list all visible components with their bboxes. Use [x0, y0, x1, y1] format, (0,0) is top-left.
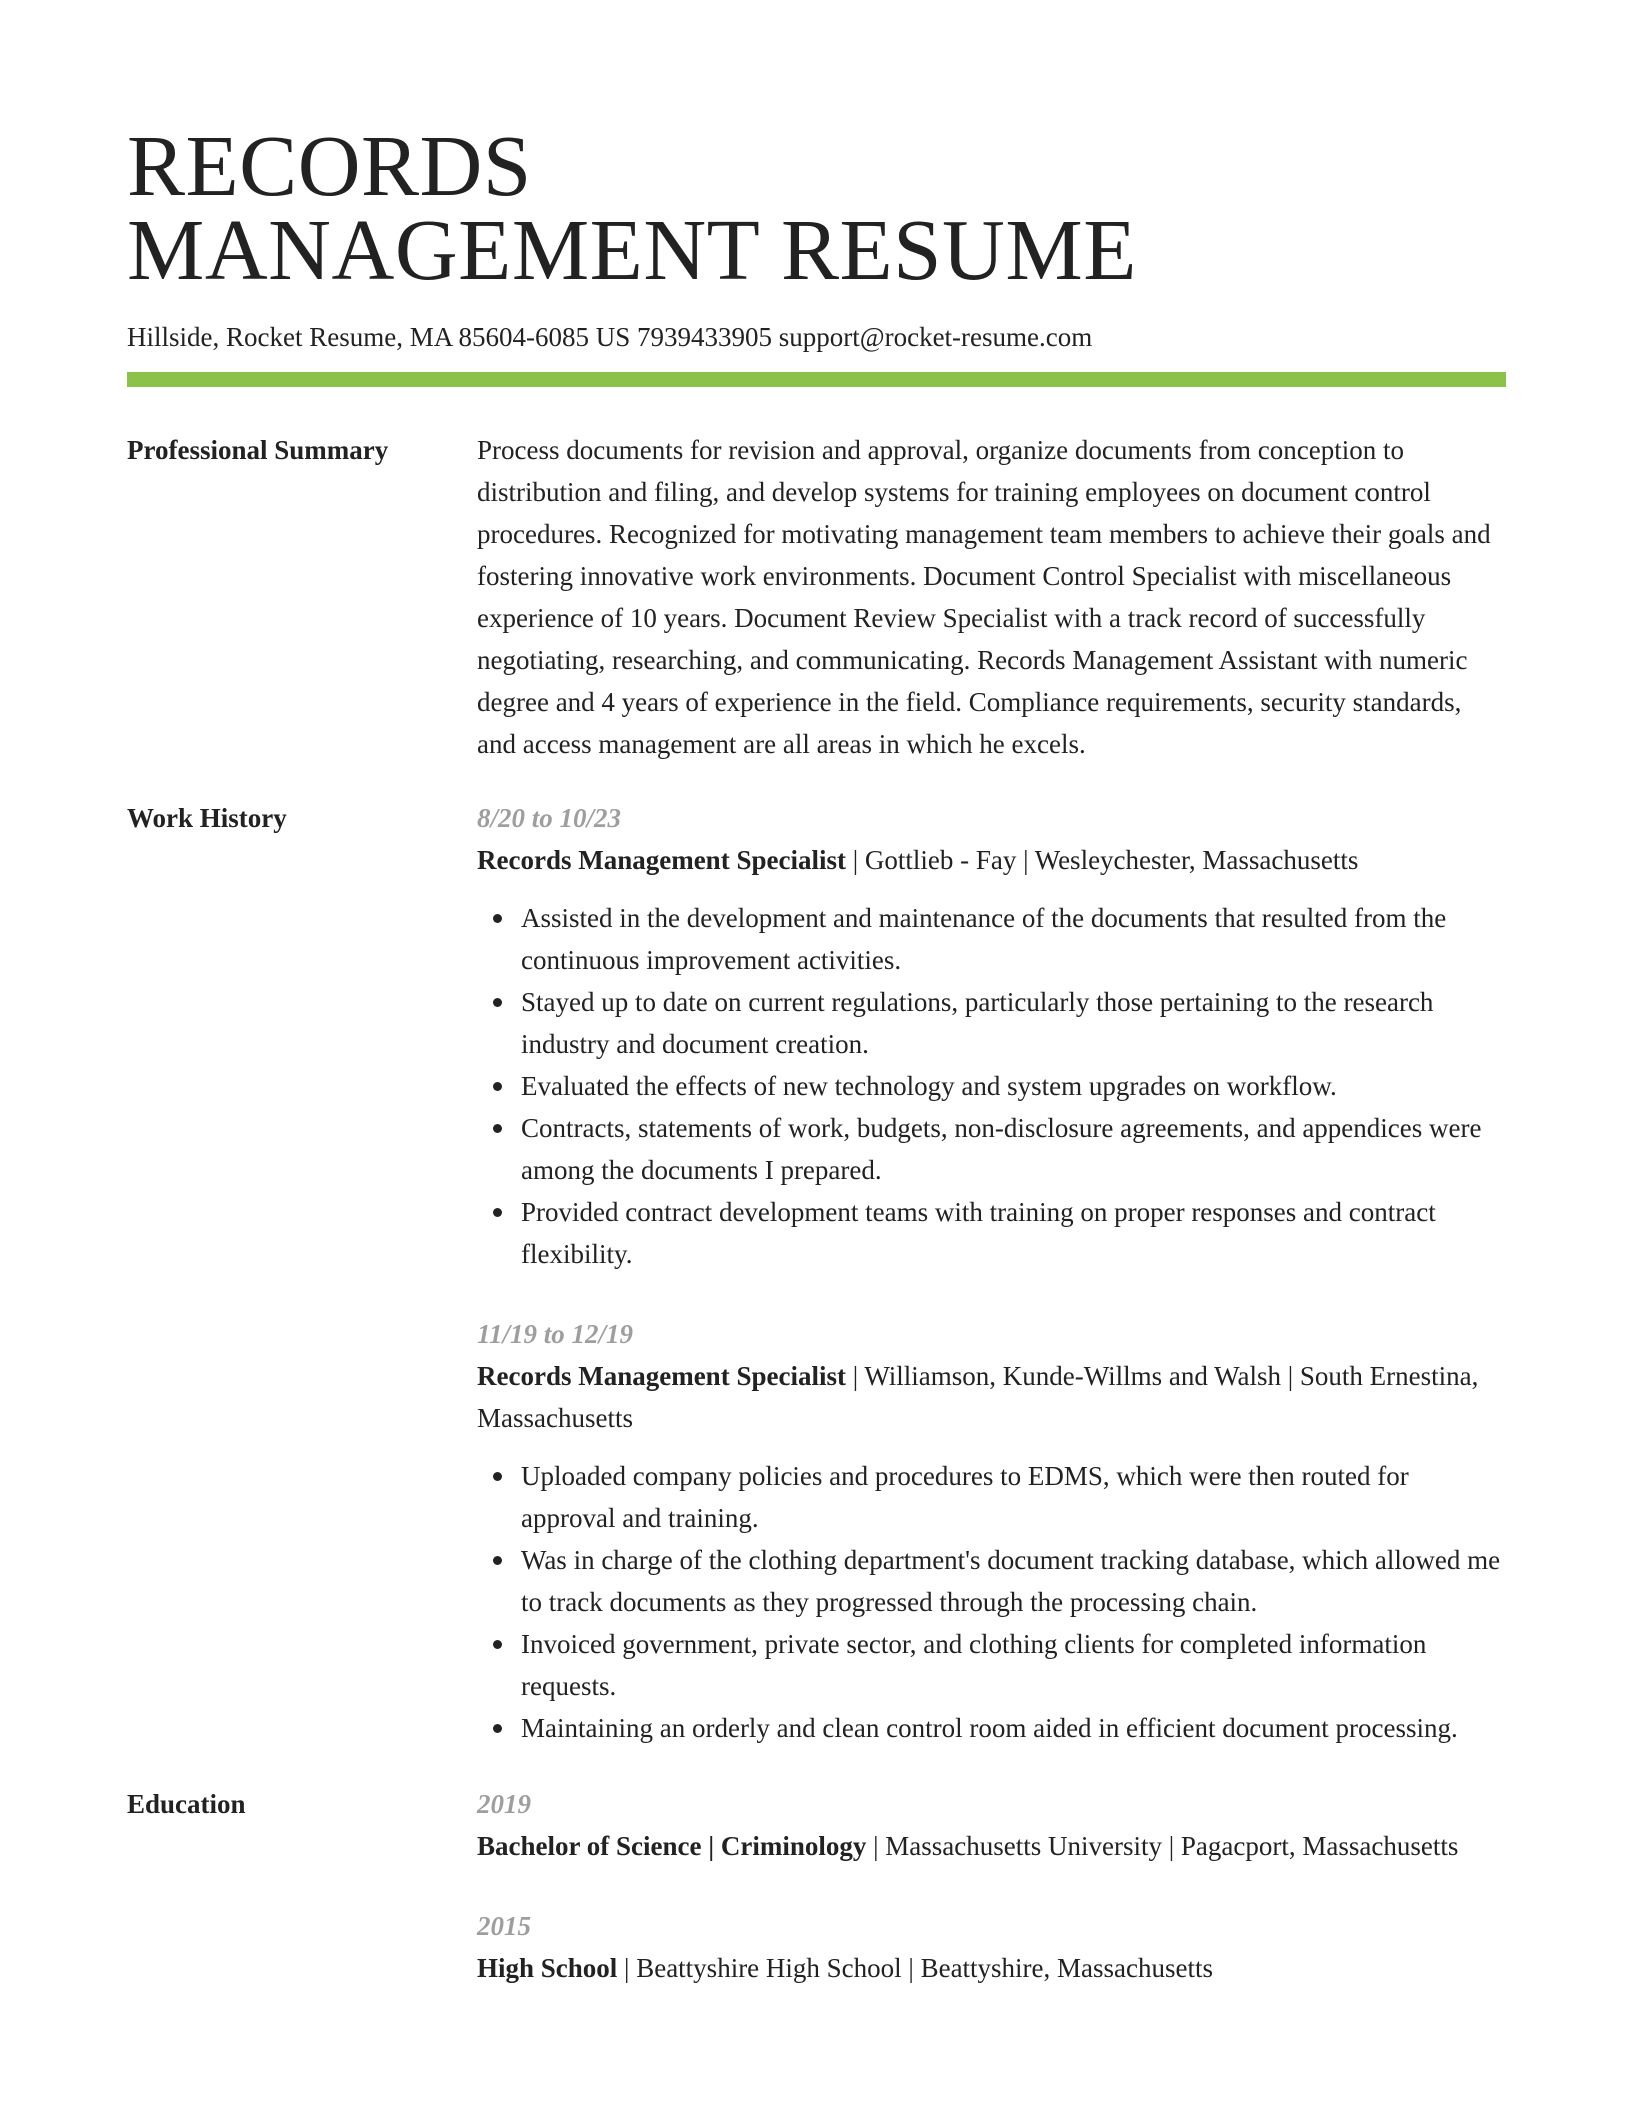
- contact-address: Hillside, Rocket Resume, MA 85604-6085 US: [127, 322, 631, 352]
- job-bullet: Stayed up to date on current regulations, particularly those pertaining to the research industry and document creation.: [521, 981, 1506, 1065]
- work-history-list: [477, 797, 1506, 1749]
- title-line-2: MANAGEMENT RESUME: [127, 201, 1137, 298]
- contact-line: [127, 320, 1506, 354]
- resume-title: [127, 117, 1506, 298]
- job-details: | Gottlieb - Fay | Wesleychester, Massachusetts: [845, 845, 1359, 875]
- contact-email[interactable]: support@rocket-resume.com: [778, 322, 1093, 352]
- education-details: | Massachusetts University | Pagacport, Massachusetts: [866, 1831, 1459, 1861]
- education-heading: [477, 1825, 1506, 1867]
- job-bullet: Was in charge of the clothing department's document tracking database, which allowed me to track documents as they progressed through the processing chain.: [521, 1539, 1506, 1623]
- job-heading: [477, 839, 1506, 881]
- education-entry: [477, 1783, 1506, 1867]
- job-bullet: Provided contract development teams with training on proper responses and contract flexibility.: [521, 1191, 1506, 1275]
- job-date: 8/20 to 10/23: [477, 803, 622, 833]
- education-date: 2015: [477, 1911, 531, 1941]
- title-line-1: RECORDS: [127, 117, 532, 214]
- job-bullet: Contracts, statements of work, budgets, non-disclosure agreements, and appendices were among the documents I prepared.: [521, 1107, 1506, 1191]
- job-bullet: Maintaining an orderly and clean control room aided in efficient document processing.: [521, 1707, 1506, 1749]
- job-bullets: [477, 1455, 1506, 1749]
- accent-rule: [127, 372, 1506, 387]
- job-bullets: [477, 897, 1506, 1275]
- job-details: | Williamson, Kunde-Willms and Walsh | South Ernestina, Massachusetts: [477, 1361, 1479, 1433]
- section-label: Work History: [127, 803, 287, 833]
- job-title: Records Management Specialist: [477, 845, 846, 875]
- education-heading: [477, 1947, 1506, 1989]
- education-degree: High School: [477, 1953, 618, 1983]
- section-education: [127, 1783, 1506, 1989]
- education-list: [477, 1783, 1506, 1989]
- job-date: 11/19 to 12/19: [477, 1319, 634, 1349]
- job-bullet: Invoiced government, private sector, and clothing clients for completed information requests.: [521, 1623, 1506, 1707]
- job-entry: [477, 797, 1506, 1275]
- education-degree: Bachelor of Science | Criminology: [477, 1831, 867, 1861]
- education-entry: [477, 1905, 1506, 1989]
- job-entry: [477, 1313, 1506, 1749]
- section-label: Education: [127, 1789, 246, 1819]
- job-heading: [477, 1355, 1506, 1439]
- job-bullet: Assisted in the development and maintenance of the documents that resulted from the continuous improvement activities.: [521, 897, 1506, 981]
- summary-text: Process documents for revision and approval, organize documents from conception to distribution and filing, and develop systems for training employees on document control procedures. Recognized for motivating management team members to achieve their goals and fostering innovative work environments. Document Control Specialist with miscellaneous experience of 10 years. Document Review Specialist with a track record of successfully negotiating, researching, and communicating. Records Management Assistant with numeric degree and 4 years of experience in the field. Compliance requirements, security standards, and access management are all areas in which he excels.: [477, 435, 1491, 759]
- job-bullet: Evaluated the effects of new technology and system upgrades on workflow.: [521, 1065, 1506, 1107]
- education-date: 2019: [477, 1789, 531, 1819]
- section-work-history: [127, 797, 1506, 1749]
- section-label: Professional Summary: [127, 435, 389, 465]
- education-details: | Beattyshire High School | Beattyshire, Massachusetts: [617, 1953, 1214, 1983]
- job-bullet: Uploaded company policies and procedures to EDMS, which were then routed for approval and training.: [521, 1455, 1506, 1539]
- section-professional-summary: [127, 429, 1506, 765]
- job-title: Records Management Specialist: [477, 1361, 846, 1391]
- contact-phone: 7939433905: [636, 322, 772, 352]
